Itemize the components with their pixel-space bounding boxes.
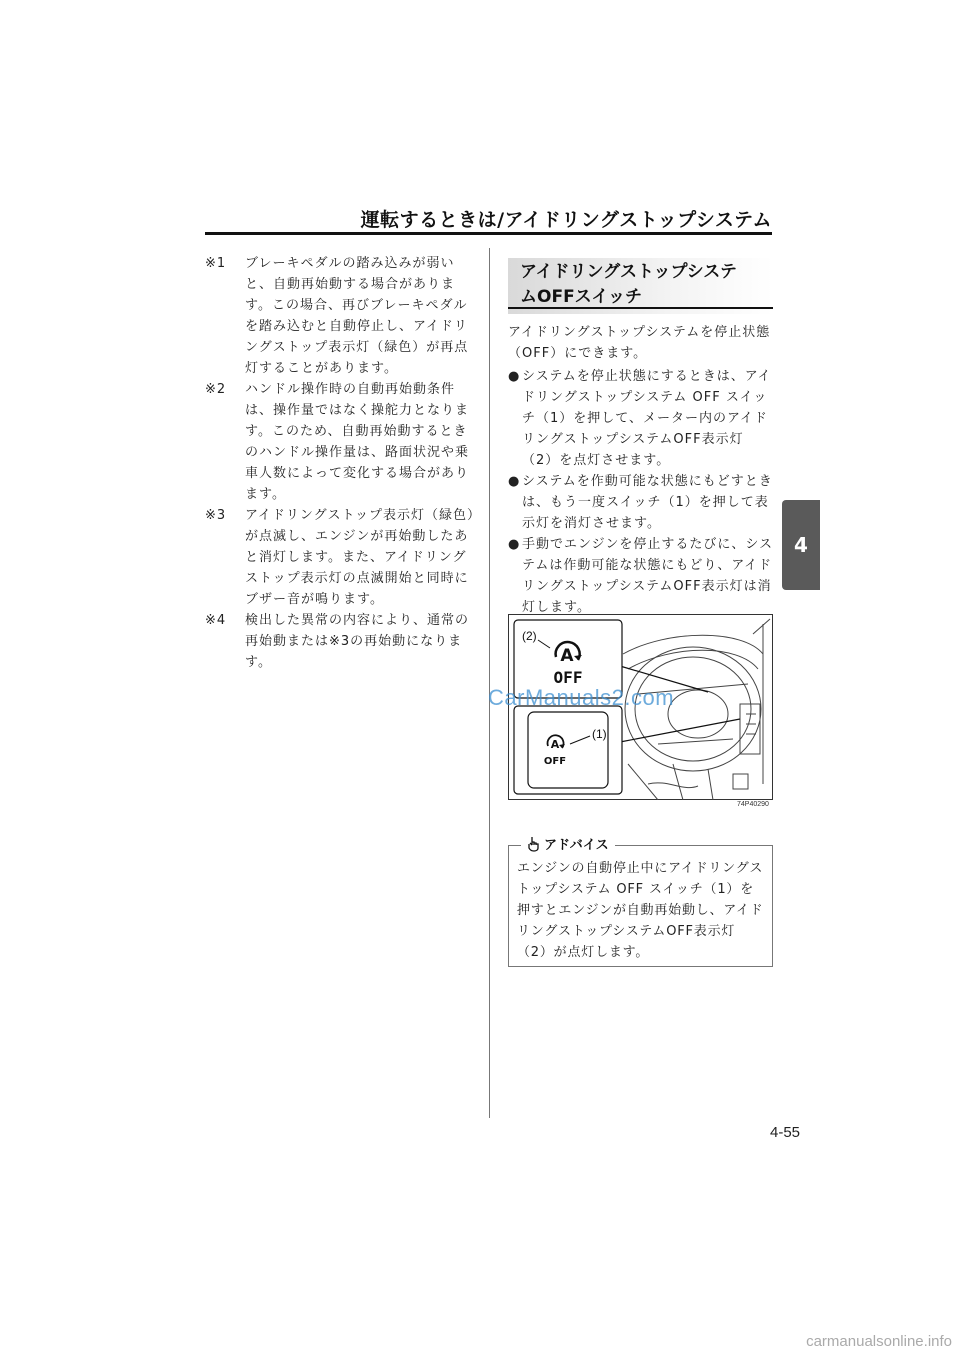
bullet-item bbox=[508, 366, 773, 471]
bullet-list bbox=[508, 366, 773, 618]
footer-bar bbox=[0, 1325, 960, 1358]
column-divider bbox=[489, 248, 490, 1118]
section-heading-line1: アイドリングストップシステ bbox=[520, 262, 737, 282]
indicator-letter: A bbox=[560, 646, 574, 666]
pointing-hand-icon bbox=[527, 836, 541, 852]
note-item bbox=[205, 505, 475, 610]
chapter-tab[interactable] bbox=[782, 500, 820, 590]
section-heading bbox=[508, 258, 773, 314]
bullet-text: システムを作動可能な状態にもどすときは、もう一度スイッチ（1）を押して表示灯を消灯させます。 bbox=[522, 474, 773, 531]
note-mark: ※4 bbox=[205, 613, 227, 628]
bullet-text: 手動でエンジンを停止するたびに、システムは作動可能な状態にもどり、アイドリングストップシステムOFF表示灯は消灯します。 bbox=[522, 537, 773, 615]
advice-box bbox=[508, 838, 773, 967]
chapter-tab-number: 4 bbox=[794, 533, 808, 557]
note-mark: ※1 bbox=[205, 256, 227, 271]
note-item bbox=[205, 253, 475, 379]
note-text: ハンドル操作時の自動再始動条件は、操作量ではなく操舵力となります。このため、自動再始動するときのハンドル操作量は、路面状況や乗車人数によって変化する場合があります。 bbox=[245, 382, 470, 502]
note-item bbox=[205, 610, 475, 673]
label-indicator: (2) bbox=[522, 629, 537, 643]
watermark-link[interactable]: CarManuals2.com bbox=[488, 685, 675, 710]
bullet-item bbox=[508, 534, 773, 618]
switch-callout bbox=[514, 706, 622, 794]
advice-body: エンジンの自動停止中にアイドリングストップシステム OFF スイッチ（1）を押すとエンジンが自動再始動し、アイドリングストップシステムOFF表示灯（2）が点灯します。 bbox=[517, 861, 764, 960]
section-heading-line2: ムOFFスイッチ bbox=[520, 287, 642, 307]
note-item bbox=[205, 379, 475, 505]
note-mark: ※3 bbox=[205, 508, 227, 523]
section-rule bbox=[508, 307, 773, 309]
figure-code: 74P40290 bbox=[737, 801, 769, 808]
label-switch: (1) bbox=[592, 727, 607, 741]
bullet-dot: ● bbox=[508, 474, 521, 489]
section-intro: アイドリングストップシステムを停止状態（OFF）にできます。 bbox=[508, 325, 771, 361]
note-text: アイドリングストップ表示灯（緑色）が点滅し、エンジンが再始動したあと消灯します。また、アイドリングストップ表示灯の点滅開始と同時にブザー音が鳴ります。 bbox=[245, 508, 475, 607]
bullet-dot: ● bbox=[508, 537, 521, 552]
bullet-text: システムを停止状態にするときは、アイドリングストップシステム OFF スイッチ（1）を押して、メーター内のアイドリングストップシステムOFF表示灯（2）を点灯させます。 bbox=[522, 369, 772, 468]
advice-title-text: アドバイス bbox=[544, 838, 609, 853]
advice-title bbox=[521, 834, 615, 853]
page-header-title: 運転するときは/アイドリングストップシステム bbox=[360, 209, 772, 231]
note-text: 検出した異常の内容により、通常の再始動または※3の再始動になります。 bbox=[245, 613, 470, 670]
note-mark: ※2 bbox=[205, 382, 227, 397]
bullet-item bbox=[508, 471, 773, 534]
indicator-off-text: OFF bbox=[553, 668, 583, 687]
switch-off-text: OFF bbox=[543, 756, 567, 767]
note-text: ブレーキペダルの踏み込みが弱いと、自動再始動する場合があります。この場合、再びブレーキペダルを踏み込むと自動停止し、アイドリングストップ表示灯（緑色）が再点灯することがあります。 bbox=[245, 256, 469, 376]
notes-list bbox=[205, 253, 475, 673]
header-rule bbox=[205, 232, 772, 235]
bullet-dot: ● bbox=[508, 369, 521, 384]
footer-link[interactable]: carmanualsonline.info bbox=[806, 1333, 952, 1350]
switch-letter: A bbox=[550, 738, 560, 751]
page-number: 4-55 bbox=[770, 1124, 801, 1141]
